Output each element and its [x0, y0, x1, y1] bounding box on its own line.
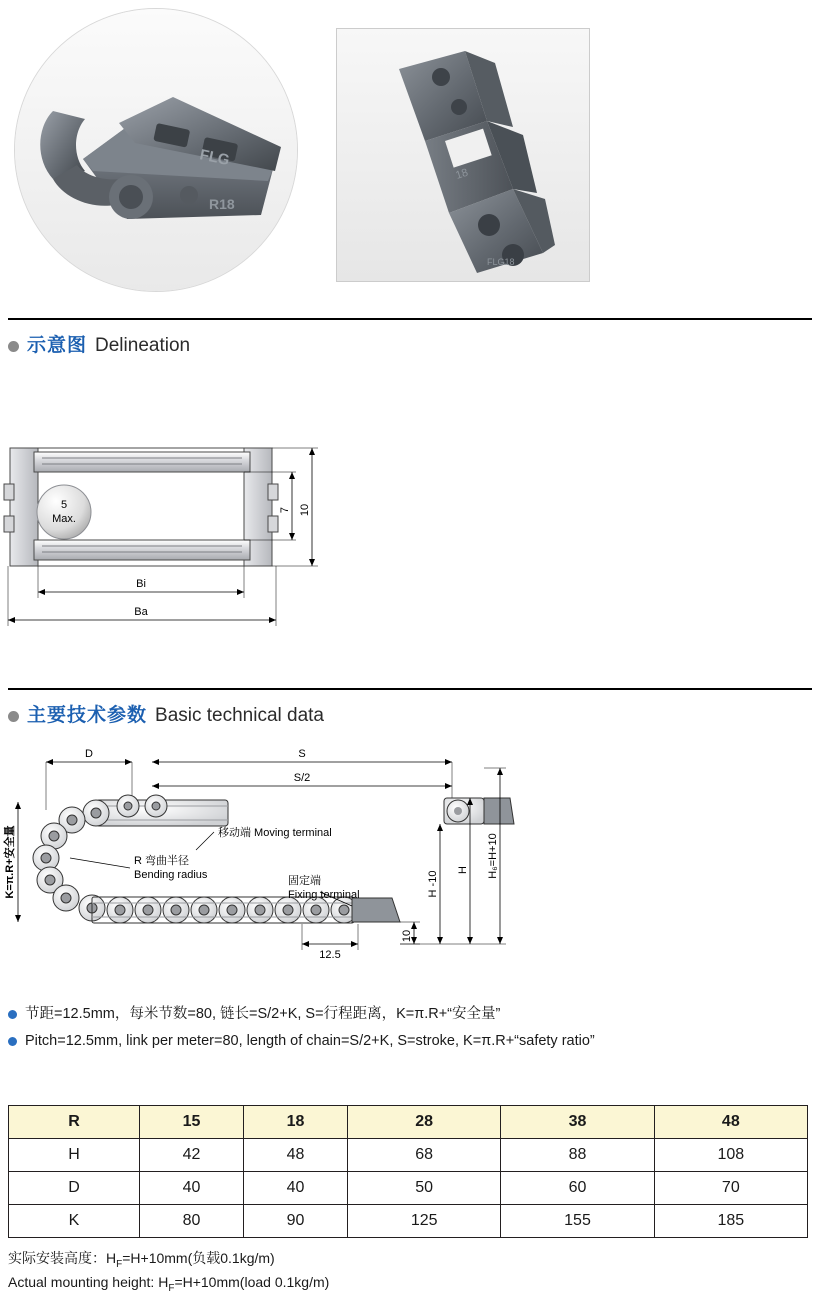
table-cell: 80: [140, 1205, 244, 1238]
footer-cn-suffix: =H+10mm(负载0.1kg/m): [122, 1250, 275, 1266]
section-title-cn-2: 主要技术参数: [27, 705, 148, 726]
bullet-icon-2: [8, 711, 19, 722]
dim-hf: H₆=H+10: [487, 833, 499, 879]
bullet-icon-note-en: [8, 1037, 17, 1046]
section-delineation-header: [8, 318, 812, 357]
label-fixing-terminal-cn: 固定端: [288, 875, 321, 887]
notes-list: [8, 1005, 812, 1058]
section-title-en-2: Basic technical data: [155, 705, 325, 726]
table-cell: 90: [244, 1205, 348, 1238]
table-row: [9, 1172, 808, 1205]
photo-rect-chain-link: [336, 28, 590, 282]
dim-h-minus-10: H -10: [427, 870, 439, 898]
label-moving-terminal: 移动端 Moving terminal: [218, 827, 332, 839]
table-cell: 70: [654, 1172, 807, 1205]
spec-table: [8, 1105, 808, 1238]
label-bending-radius-en: Bending radius: [134, 869, 208, 881]
dim-ten: 10: [401, 929, 413, 943]
ball-label-max: Max.: [52, 513, 76, 525]
table-cell: 48: [654, 1106, 807, 1139]
dim-d: D: [85, 748, 93, 760]
table-row: [9, 1205, 808, 1238]
footer-en-prefix: Actual mounting height: H: [8, 1274, 169, 1291]
note-item: [8, 1005, 812, 1025]
table-cell: 155: [501, 1205, 654, 1238]
bullet-icon-note-cn: [8, 1010, 17, 1019]
label-fixing-terminal-en: Fixing terminal: [288, 889, 360, 901]
dim-pitch: 12.5: [319, 949, 341, 961]
dim-bi: Bi: [136, 578, 146, 590]
footer-line-en: [8, 1272, 812, 1296]
table-cell-label: D: [9, 1172, 140, 1205]
dim-h: H: [457, 866, 469, 874]
table-cell: 50: [348, 1172, 501, 1205]
technical-drawing: [0, 740, 600, 980]
label-bending-radius-cn: R 弯曲半径: [134, 855, 189, 867]
table-cell-label: R: [9, 1106, 140, 1139]
table-cell: 18: [244, 1106, 348, 1139]
ball-label-max-size: 5: [60, 499, 68, 511]
dim-inner-height: 7: [279, 506, 291, 514]
footer-en-suffix: =H+10mm(load 0.1kg/m): [174, 1274, 330, 1291]
table-cell: 40: [140, 1172, 244, 1205]
table-cell: 68: [348, 1139, 501, 1172]
dim-outer-height: 10: [299, 503, 311, 517]
table-cell-label: H: [9, 1139, 140, 1172]
table-cell: 28: [348, 1106, 501, 1139]
dim-s: S: [298, 748, 306, 760]
svg-text:R18: R18: [209, 196, 235, 212]
dim-ba: Ba: [134, 606, 148, 618]
table-cell: 15: [140, 1106, 244, 1139]
svg-text:FLG: FLG: [198, 146, 232, 170]
section-title-en: Delineation: [95, 335, 191, 356]
photo-circular-chain-link: [14, 8, 298, 292]
svg-text:FLG18: FLG18: [487, 257, 515, 267]
table-cell-label: K: [9, 1205, 140, 1238]
table-cell: 125: [348, 1205, 501, 1238]
table-cell: 108: [654, 1139, 807, 1172]
delineation-drawing: [0, 430, 330, 640]
note-text-cn: 节距=12.5mm，每米节数=80, 链长=S/2+K, S=行程距离，K=π.R+“安全量”: [25, 1006, 501, 1022]
footer-en-sub: F: [168, 1283, 175, 1295]
footer-cn-prefix: 实际安装高度：H: [8, 1250, 117, 1266]
section-technical-header: [8, 688, 812, 727]
bullet-icon: [8, 341, 19, 352]
table-cell: 40: [244, 1172, 348, 1205]
table-cell: 60: [501, 1172, 654, 1205]
table-cell: 42: [140, 1139, 244, 1172]
product-photos: [0, 0, 820, 300]
footer-line-cn: [8, 1248, 812, 1272]
table-cell: 48: [244, 1139, 348, 1172]
table-row: [9, 1106, 808, 1139]
footer-cn-sub: F: [116, 1258, 123, 1270]
note-text-en: Pitch=12.5mm, link per meter=80, length of chain=S/2+K, S=stroke, K=π.R+“safety ratio”: [25, 1032, 595, 1049]
dim-s-half: S/2: [293, 772, 311, 784]
footer-notes: [8, 1248, 812, 1297]
dim-k: K=π.R+安全量: [4, 825, 16, 899]
note-item: [8, 1032, 812, 1052]
table-cell: 38: [501, 1106, 654, 1139]
table-cell: 185: [654, 1205, 807, 1238]
svg-text:18: 18: [454, 166, 470, 182]
section-title-cn: 示意图: [27, 335, 88, 356]
table-cell: 88: [501, 1139, 654, 1172]
table-row: [9, 1139, 808, 1172]
